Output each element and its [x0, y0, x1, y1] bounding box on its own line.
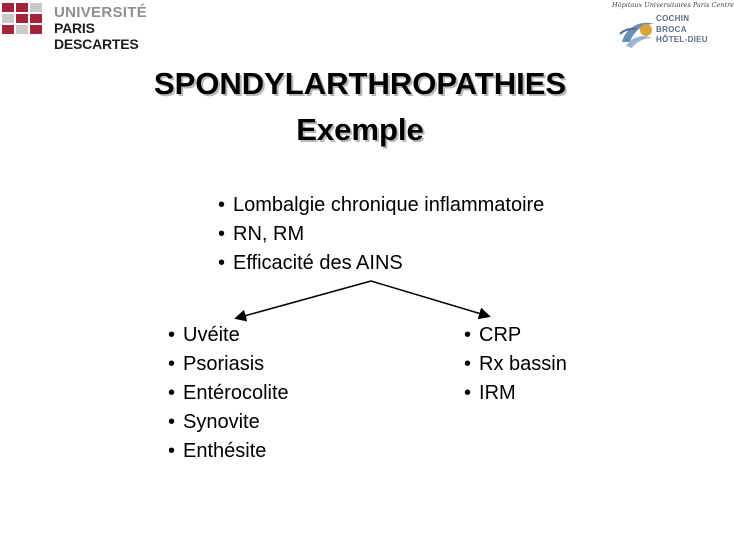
- list-item: • RN, RM: [218, 220, 544, 249]
- list-item: • IRM: [464, 379, 567, 408]
- hospital-emblem-icon: [616, 12, 658, 50]
- hospital-logo: [608, 0, 734, 52]
- exams-list: [464, 321, 567, 408]
- list-item: • Synovite: [168, 408, 289, 437]
- list-item: • Psoriasis: [168, 350, 289, 379]
- arrow-left-icon: [237, 281, 371, 318]
- hospital-names: [656, 14, 708, 46]
- hospital-name-cochin: COCHIN: [656, 14, 690, 23]
- slide-title: SPONDYLARTHROPATHIES: [153, 66, 567, 101]
- hospital-name-hotel-dieu: HÔTEL-DIEU: [656, 35, 708, 44]
- hospital-name-broca: BROCA: [656, 24, 687, 34]
- slide-subtitle: Exemple: [296, 112, 424, 147]
- university-logo-mark-icon: [0, 0, 48, 38]
- university-name-line2: PARIS DESCARTES: [54, 20, 139, 52]
- list-item: • Rx bassin: [464, 350, 567, 379]
- university-logo: [0, 0, 170, 52]
- criteria-list: [218, 191, 544, 278]
- list-item: • Entérocolite: [168, 379, 289, 408]
- list-item: • Uvéite: [168, 321, 289, 350]
- list-item: • Efficacité des AINS: [218, 249, 544, 278]
- hospital-group-name: Hôpitaux Universitaires Paris Centre: [612, 1, 734, 9]
- university-name-line1: UNIVERSITÉ: [54, 4, 148, 21]
- arrow-right-icon: [371, 281, 488, 316]
- list-item: • Enthésite: [168, 437, 289, 466]
- list-item: • CRP: [464, 321, 567, 350]
- list-item: • Lombalgie chronique inflammatoire: [218, 191, 544, 220]
- clinical-signs-list: [168, 321, 289, 466]
